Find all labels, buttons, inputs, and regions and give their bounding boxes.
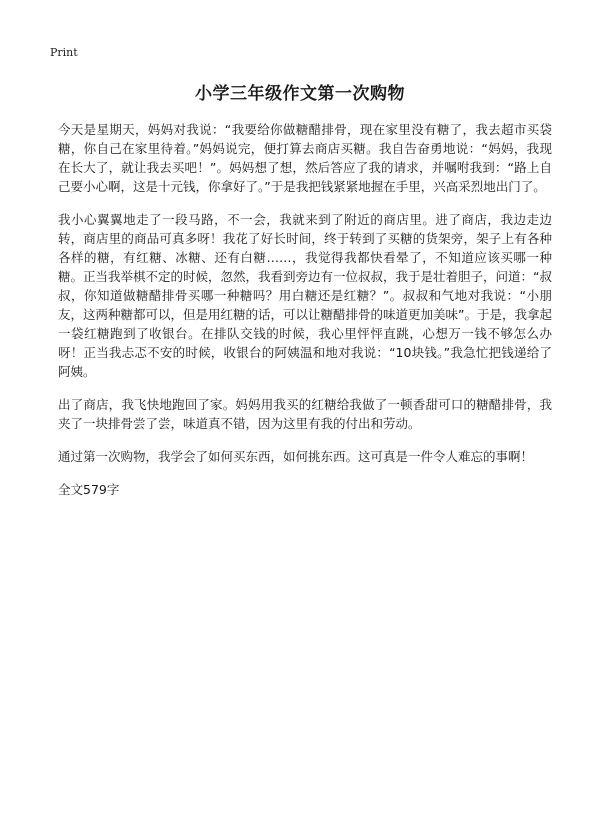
word-count: 全文579字 xyxy=(58,482,120,497)
paragraph-2: 我小心翼翼地走了一段马路，不一会，我就来到了附近的商店里。进了商店，我边走边转，商店里的商品可真多呀！我花了好长时间，终于转到了买糖的货架旁，架子上有各种各样的糖，有红糖、冰糖、还有白糖……，我觉得我都快看晕了，不知道应该买哪一种糖。正当我举棋不定的时候，忽然，我看到旁边有一位叔叔，我于是壮着胆子，问道：“叔叔，你知道做糖醋排骨买哪一种糖吗？用白糖还是红糖？”。叔叔和气地对我说：“小朋友，这两种糖都可以，但是用红糖的话，可以让糖醋排骨的味道更加美味”。于是，我拿起一袋红糖跑到了收银台。在排队交钱的时候，我心里怦怦直跳，心想万一钱不够怎么办呀！正当我忐忑不安的时候，收银台的阿姨温和地对我说：“10块钱。”我急忙把钱递给了阿姨。 xyxy=(58,212,552,379)
paragraph-1: 今天是星期天，妈妈对我说：“我要给你做糖醋排骨，现在家里没有糖了，我去超市买袋糖，你自己在家里待着。”妈妈说完，便打算去商店买糖。我自告奋勇地说：“妈妈，我现在长大了，就让我去买吧！”。妈妈想了想，然后答应了我的请求，并嘱咐我到：“路上自己要小心啊，这是十元钱，你拿好了。”于是我把钱紧紧地握在手里，兴高采烈地出门了。 xyxy=(58,122,552,194)
paragraph-3: 出了商店，我飞快地跑回了家。妈妈用我买的红糖给我做了一顿香甜可口的糖醋排骨，我夹了一块排骨尝了尝，味道真不错，因为这里有我的付出和劳动。 xyxy=(58,397,552,431)
print-link[interactable]: Print xyxy=(50,46,78,59)
document-title: 小学三年级作文第一次购物 xyxy=(195,84,405,104)
document-body xyxy=(58,120,552,499)
paragraph-4: 通过第一次购物，我学会了如何买东西，如何挑东西。这可真是一件令人难忘的事啊！ xyxy=(58,449,534,464)
